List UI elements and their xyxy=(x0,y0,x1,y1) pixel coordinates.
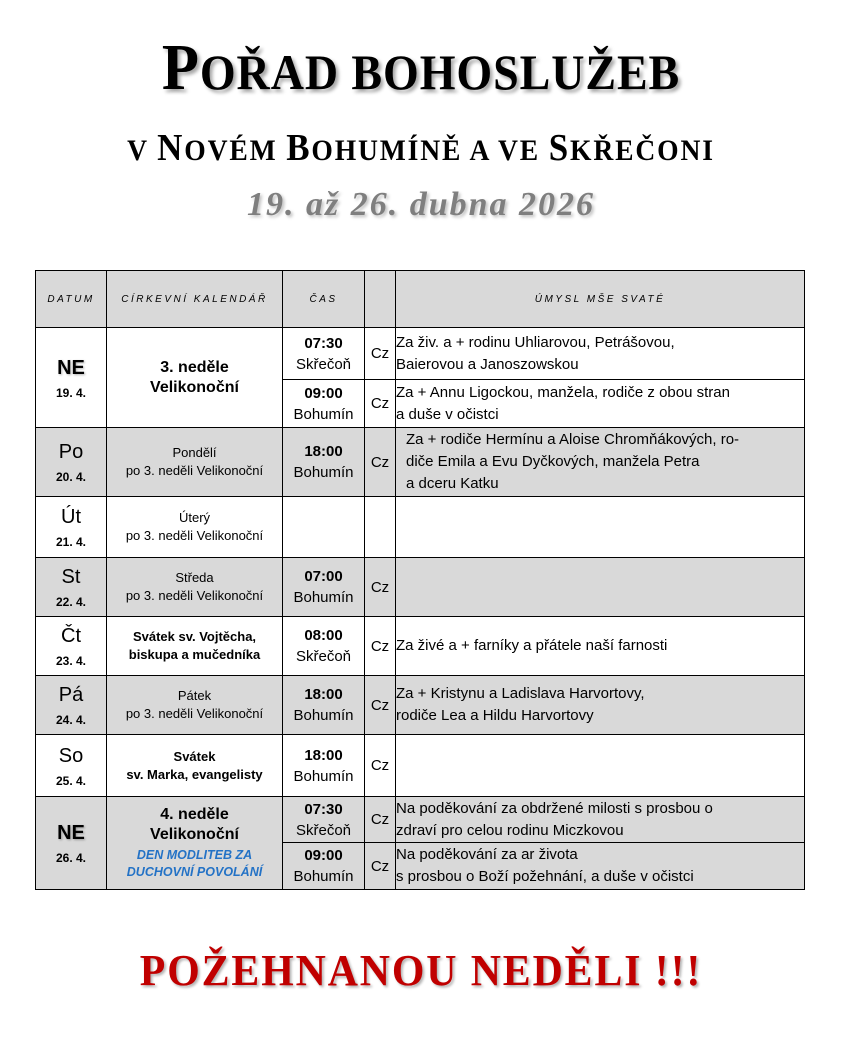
time-cell xyxy=(283,380,365,428)
lang-cell xyxy=(365,497,396,558)
schedule-table xyxy=(35,270,805,890)
lang-cell: Cz xyxy=(365,380,396,428)
lang-cell: Cz xyxy=(365,617,396,676)
column-header-intention: ÚMYSL MŠE SVATÉ xyxy=(396,271,805,328)
mass-place: Bohumín xyxy=(293,868,354,885)
time-cell xyxy=(283,735,365,797)
intention-cell: Za živé a + farníky a přátele naší farnosti xyxy=(396,617,805,676)
calendar-cell: 4. neděle Velikonoční DEN MODLITEB ZA DUCHOVNÍ POVOLÁNÍ xyxy=(107,797,283,890)
mass-place: Bohumín xyxy=(293,767,354,785)
time-cell xyxy=(283,797,365,843)
time-cell xyxy=(283,497,365,558)
column-header-datum: DATUM xyxy=(36,271,107,328)
calendar-cell: Úterý po 3. neděli Velikonoční xyxy=(107,497,283,558)
table-header-row xyxy=(36,271,805,328)
column-header-lang xyxy=(365,271,396,328)
mass-time: 18:00 xyxy=(304,686,343,703)
mass-place: Bohumín xyxy=(293,405,354,423)
day-name: St xyxy=(61,566,81,588)
calendar-note: DEN MODLITEB ZA DUCHOVNÍ POVOLÁNÍ xyxy=(126,848,263,879)
mass-time: 09:00 xyxy=(304,847,343,864)
calendar-cell: Svátek sv. Vojtěcha, biskupa a mučedníka xyxy=(107,617,283,676)
date-cell xyxy=(36,428,107,497)
day-name: Pá xyxy=(58,684,84,706)
column-header-calendar: CÍRKEVNÍ KALENDÁŘ xyxy=(107,271,283,328)
date-cell xyxy=(36,735,107,797)
lang-cell: Cz xyxy=(365,676,396,735)
time-cell xyxy=(283,428,365,497)
mass-time: 18:00 xyxy=(304,746,343,764)
mass-time: 07:00 xyxy=(304,568,343,585)
day-date: 25. 4. xyxy=(55,773,87,788)
calendar-cell: Pátek po 3. neděli Velikonoční xyxy=(107,676,283,735)
column-header-time: ČAS xyxy=(283,271,365,328)
calendar-cell: Středa po 3. neděli Velikonoční xyxy=(107,558,283,617)
intention-cell: Za + Kristynu a Ladislava Harvortovy, rodiče Lea a Hildu Harvortovy xyxy=(396,676,805,735)
calendar-line: Velikonoční xyxy=(150,378,239,396)
lang-cell: Cz xyxy=(365,428,396,497)
table-row xyxy=(36,497,805,558)
table-row xyxy=(36,797,805,843)
day-date: 23. 4. xyxy=(55,654,87,668)
mass-place: Skřečoň xyxy=(295,821,352,839)
calendar-cell: Svátek sv. Marka, evangelisty xyxy=(107,735,283,797)
intention-cell xyxy=(396,558,805,617)
intention-cell: Za + Annu Ligockou, manžela, rodiče z obou stran a duše v očistci xyxy=(396,380,805,428)
day-name: So xyxy=(58,744,84,767)
mass-place: Bohumín xyxy=(293,589,354,606)
intention-cell: Na poděkování za obdržené milosti s prosbou o zdraví pro celou rodinu Miczkovou xyxy=(396,797,805,843)
day-date: 20. 4. xyxy=(55,470,87,484)
mass-time: 09:00 xyxy=(304,384,343,402)
day-name: Po xyxy=(58,441,84,463)
table-row xyxy=(36,735,805,797)
time-cell xyxy=(283,617,365,676)
date-cell xyxy=(36,617,107,676)
calendar-cell: Pondělí po 3. neděli Velikonoční xyxy=(107,428,283,497)
blessing-footer: POŽEHNANOU NEDĚLI !!! xyxy=(139,946,703,995)
mass-place: Skřečoň xyxy=(295,648,352,665)
mass-time: 07:30 xyxy=(304,334,343,352)
date-cell xyxy=(36,676,107,735)
table-row xyxy=(36,676,805,735)
lang-cell: Cz xyxy=(365,843,396,890)
lang-cell: Cz xyxy=(365,328,396,380)
day-date: 19. 4. xyxy=(55,385,87,400)
intention-cell: Za živ. a + rodinu Uhliarovou, Petrášovou, Baierovou a Janoszowskou xyxy=(396,328,805,380)
day-date: 22. 4. xyxy=(55,595,87,609)
table-row xyxy=(36,617,805,676)
page-subtitle: V NOVÉM BOHUMÍNĚ A VE SKŘEČONI xyxy=(127,127,715,169)
lang-cell: Cz xyxy=(365,558,396,617)
day-name: NE xyxy=(57,356,85,379)
day-date: 24. 4. xyxy=(55,713,87,727)
time-cell xyxy=(283,676,365,735)
calendar-cell xyxy=(107,328,283,428)
mass-place: Bohumín xyxy=(293,707,354,724)
lang-cell: Cz xyxy=(365,797,396,843)
intention-cell: Za + rodiče Hermínu a Aloise Chromňákových, ro- diče Emila a Evu Dyčkových, manžela Petra a dceru Katku xyxy=(396,428,805,497)
day-name: NE xyxy=(57,822,85,844)
table-row xyxy=(36,328,805,380)
intention-cell xyxy=(396,735,805,797)
page-title: POŘAD BOHOSLUŽEB xyxy=(161,31,681,104)
mass-time: 08:00 xyxy=(304,627,343,644)
calendar-line: 3. neděle xyxy=(160,358,229,376)
time-cell xyxy=(283,558,365,617)
mass-time: 07:30 xyxy=(304,800,343,818)
time-cell xyxy=(283,328,365,380)
time-cell xyxy=(283,843,365,890)
date-cell xyxy=(36,558,107,617)
day-date: 21. 4. xyxy=(55,535,87,549)
day-name: Čt xyxy=(61,625,81,647)
date-range: 19. až 26. dubna 2026 xyxy=(246,186,596,223)
intention-cell xyxy=(396,497,805,558)
intention-cell: Na poděkování za ar života s prosbou o Boží požehnání, a duše v očistci xyxy=(396,843,805,890)
mass-time: 18:00 xyxy=(304,443,343,460)
date-cell xyxy=(36,497,107,558)
mass-place: Skřečoň xyxy=(295,355,352,373)
date-cell xyxy=(36,328,107,428)
day-date: 26. 4. xyxy=(55,851,87,865)
mass-place: Bohumín xyxy=(293,464,354,481)
lang-cell: Cz xyxy=(365,735,396,797)
table-row xyxy=(36,428,805,497)
table-row xyxy=(36,558,805,617)
day-name: Út xyxy=(61,506,81,528)
date-cell xyxy=(36,797,107,890)
